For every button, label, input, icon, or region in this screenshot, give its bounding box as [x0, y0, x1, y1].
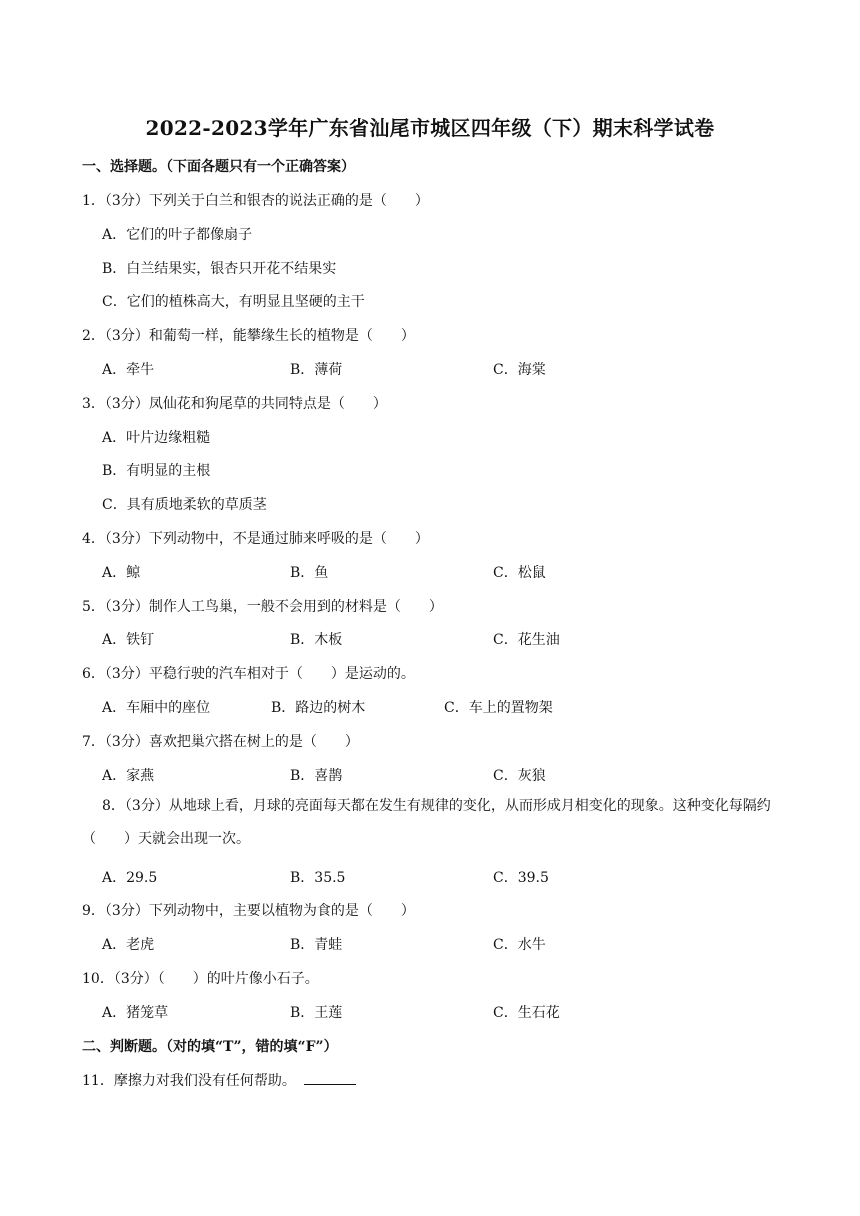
- question-6: 6．（3分）平稳行驶的汽车相对于（ ）是运动的。: [82, 666, 415, 682]
- q4-option-b: B．鱼: [290, 565, 329, 581]
- question-9: 9．（3分）下列动物中，主要以植物为食的是（ ）: [82, 903, 415, 919]
- q4-option-a: A．鲸: [102, 565, 141, 581]
- q3-option-a: A．叶片边缘粗糙: [102, 430, 211, 446]
- question-8: 8．（3分）从地球上看，月球的亮面每天都在发生有规律的变化，从而形成月相变化的现象。这种变化每隔约（ ）天就会出现一次。: [82, 798, 771, 847]
- q6-option-b: B．路边的树木: [271, 700, 366, 716]
- q8-option-b: B．35.5: [290, 870, 346, 886]
- q10-option-c: C．生石花: [493, 1005, 560, 1021]
- section-choice-heading: 一、选择题。（下面各题只有一个正确答案）: [82, 159, 355, 175]
- question-3: 3．（3分）凤仙花和狗尾草的共同特点是（ ）: [82, 396, 387, 412]
- question-5: 5．（3分）制作人工鸟巢，一般不会用到的材料是（ ）: [82, 599, 443, 615]
- q7-option-b: B．喜鹊: [290, 768, 343, 784]
- q2-option-a: A．牵牛: [102, 362, 155, 378]
- q8-option-c: C．39.5: [493, 870, 549, 886]
- question-2: 2．（3分）和葡萄一样，能攀缘生长的植物是（ ）: [82, 328, 415, 344]
- q2-option-c: C．海棠: [493, 362, 546, 378]
- q9-option-a: A．老虎: [102, 937, 155, 953]
- q10-option-b: B．王莲: [290, 1005, 343, 1021]
- q1-option-c: C．它们的植株高大，有明显且坚硬的主干: [102, 294, 365, 310]
- question-1: 1．（3分）下列关于白兰和银杏的说法正确的是（ ）: [82, 193, 429, 209]
- q7-option-c: C．灰狼: [493, 768, 546, 784]
- answer-blank: [304, 1070, 356, 1085]
- q3-option-c: C．具有质地柔软的草质茎: [102, 497, 267, 513]
- q3-option-b: B．有明显的主根: [102, 463, 211, 479]
- q4-option-c: C．松鼠: [493, 565, 546, 581]
- q5-option-c: C．花生油: [493, 632, 560, 648]
- question-7: 7．（3分）喜欢把巢穴搭在树上的是（ ）: [82, 734, 359, 750]
- question-11-text: 11．摩擦力对我们没有任何帮助。: [82, 1073, 296, 1089]
- section-judge-heading: 二、判断题。（对的填“T”，错的填“F”）: [82, 1039, 338, 1055]
- q7-option-a: A．家燕: [102, 768, 155, 784]
- q9-option-b: B．青蛙: [290, 937, 343, 953]
- q5-option-b: B．木板: [290, 632, 343, 648]
- question-4: 4．（3分）下列动物中，不是通过肺来呼吸的是（ ）: [82, 531, 429, 547]
- q1-option-b: B．白兰结果实，银杏只开花不结果实: [102, 261, 337, 277]
- q2-option-b: B．薄荷: [290, 362, 343, 378]
- q6-option-c: C．车上的置物架: [444, 700, 553, 716]
- q10-option-a: A．猪笼草: [102, 1005, 169, 1021]
- q5-option-a: A．铁钉: [102, 632, 155, 648]
- q1-option-a: A．它们的叶子都像扇子: [102, 227, 253, 243]
- page-title: 2022-2023学年广东省汕尾市城区四年级（下）期末科学试卷: [145, 116, 715, 140]
- question-11: [82, 1070, 356, 1090]
- q6-option-a: A．车厢中的座位: [102, 700, 211, 716]
- q9-option-c: C．水牛: [493, 937, 546, 953]
- q8-option-a: A．29.5: [102, 870, 158, 886]
- question-10: 10．（3分）（ ）的叶片像小石子。: [82, 971, 319, 987]
